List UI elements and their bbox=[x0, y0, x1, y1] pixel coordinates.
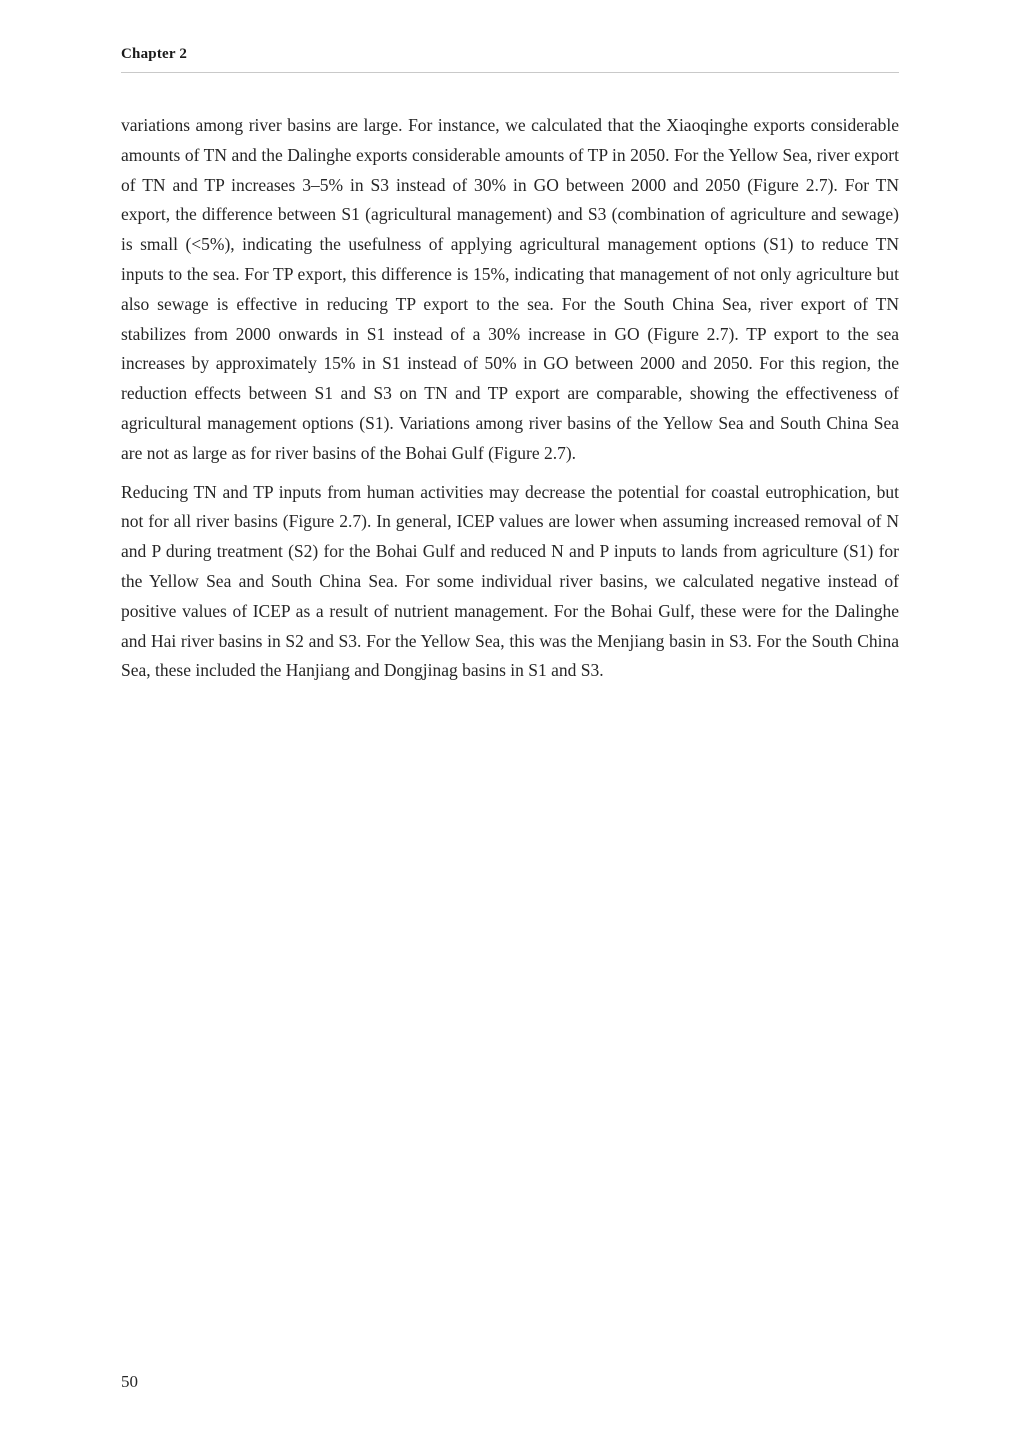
chapter-header-label: Chapter 2 bbox=[121, 46, 188, 62]
page-number: 50 bbox=[121, 1372, 138, 1391]
header-divider bbox=[121, 72, 899, 73]
body-text bbox=[121, 111, 899, 686]
paragraph: Reducing TN and TP inputs from human activities may decrease the potential for coastal eutrophication, but not for all river basins (Figure 2.7). In general, ICEP values are lower when assuming increased removal of N and P during treatment (S2) for the Bohai Gulf and reduced N and P inputs to lands from agriculture (S1) for the Yellow Sea and South China Sea. For some individual river basins, we calculated negative instead of positive values of ICEP as a result of nutrient management. For the Bohai Gulf, these were for the Dalinghe and Hai river basins in S2 and S3. For the Yellow Sea, this was the Menjiang basin in S3. For the South China Sea, these included the Hanjiang and Dongjinag basins in S1 and S3. bbox=[121, 481, 899, 681]
paragraph: variations among river basins are large. For instance, we calculated that the Xiaoqinghe exports considerable amounts of TN and the Dalinghe exports considerable amounts of TP in 2050. For the Yellow Sea, river export of TN and TP increases 3–5% in S3 instead of 30% in GO between 2000 and 2050 (Figure 2.7). For TN export, the difference between S1 (agricultural management) and S3 (combination of agriculture and sewage) is small (<5%), indicating the usefulness of applying agricultural management options (S1) to reduce TN inputs to the sea. For TP export, this difference is 15%, indicating that management of not only agriculture but also sewage is effective in reducing TP export to the sea. For the South China Sea, river export of TN stabilizes from 2000 onwards in S1 instead of a 30% increase in GO (Figure 2.7). TP export to the sea increases by approximately 15% in S1 instead of 50% in GO between 2000 and 2050. For this region, the reduction effects between S1 and S3 on TN and TP export are comparable, showing the effectiveness of agricultural management options (S1). Variations among river basins of the Yellow Sea and South China Sea are not as large as for river basins of the Bohai Gulf (Figure 2.7). bbox=[121, 115, 899, 463]
